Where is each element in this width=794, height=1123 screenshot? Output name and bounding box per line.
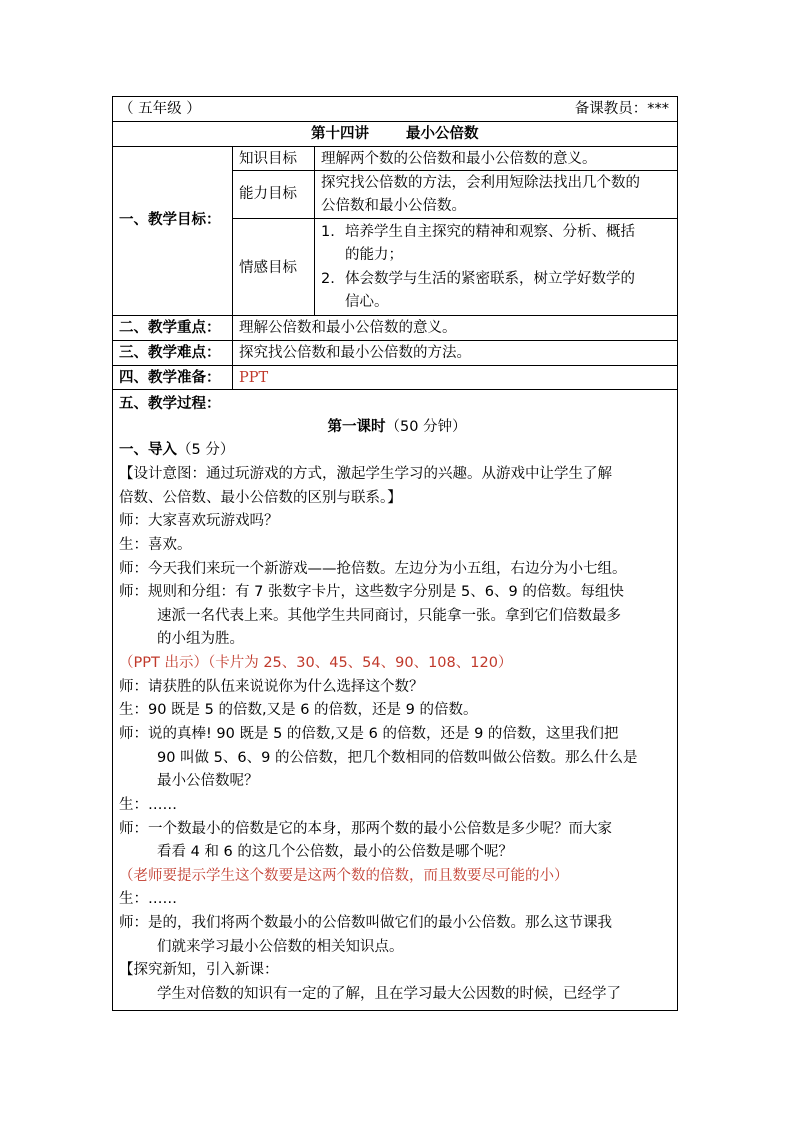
- dialog-line: 的小组为胜。: [157, 631, 244, 647]
- difficulty-label: 三、教学难点：: [119, 345, 221, 361]
- dialog-line: 最小公倍数呢？: [157, 773, 259, 789]
- dialog-line: 师：说的真棒! 90 既是 5 的倍数,又是 6 的倍数，还是 9 的倍数，这里我们把: [119, 726, 619, 742]
- preparation-text: PPT: [239, 370, 269, 386]
- preparation-row: [113, 366, 677, 390]
- objectives-label: 一、教学目标：: [119, 212, 221, 228]
- dialog-line: 师：是的，我们将两个数最小的公倍数叫做它们的最小公倍数。那么这节课我: [119, 915, 612, 931]
- dialog-line: 生：喜欢。: [119, 537, 192, 553]
- lesson-topic: 最小公倍数: [406, 126, 479, 142]
- ppt-note: （PPT 出示）（卡片为 25、30、45、54、90、108、120）: [119, 655, 513, 671]
- design-intent-line-1: 【设计意图：通过玩游戏的方式，激起学生学习的兴趣。从游戏中让学生了解: [119, 466, 612, 482]
- dialog-line: 师：请获胜的队伍来说说你为什么选择这个数？: [119, 679, 424, 695]
- knowledge-goal-name: 知识目标: [239, 151, 297, 167]
- design-intent-line-2: 倍数、公倍数、最小公倍数的区别与联系。】: [119, 490, 402, 506]
- ability-goal-line-1: 探究找公倍数的方法，会利用短除法找出几个数的: [321, 175, 640, 191]
- lecture-number: 第十四讲: [311, 126, 369, 142]
- dialog-line: 学生对倍数的知识有一定的了解，且在学习最大公因数的时候，已经学了: [157, 986, 621, 1002]
- dialog-line: 师：今天我们来玩一个新游戏——抢倍数。左边分为小五组，右边分为小七组。: [119, 561, 627, 577]
- key-point-text: 理解公倍数和最小公倍数的意义。: [239, 320, 457, 336]
- difficulty-row: [113, 341, 677, 366]
- dialog-line: 看看 4 和 6 的这几个公倍数，最小的公倍数是哪个呢？: [157, 844, 513, 860]
- dialog-line: 生：90 既是 5 的倍数,又是 6 的倍数，还是 9 的倍数。: [119, 702, 478, 718]
- dialog-line: 速派一名代表上来。其他学生共同商讨，只能拿一张。拿到它们倍数最多: [157, 608, 621, 624]
- header-row: [113, 97, 677, 122]
- lesson-plan-table: （ 五年级 ） 备课教员：*** 第十四讲 最小公倍数 一、教学目标： 知识目标 理解两个数的公倍数和最小公倍数的意义。 能力目标 探究找公倍数的方法，会利用短除法找出几个数的 公倍数和最小公倍数。 情感目标 1. 培养学生自主探究的精神和观察、分析、概括 的能力； 2. 体会数学与生活的紧密联系，树立学好数学的 信心。 二、教学重点： 理解公倍数和最小公倍数的意义。 三、教学难点： 探究找公倍数和最小公倍数的方法。 四、教学准备： PPT 五、教学过程： 第一课时（50 分钟） 一、导入（5 分） 【设计意图：通过玩游戏的方式，激起学生学习的兴趣。从游戏中让学生了解 倍数、公倍数、最小公倍数的区别与联系。】 师：大家喜欢玩游戏吗？ 生：喜欢。 师：今天我们来玩一个新游戏——抢倍数。左边分为小五组，右边分为小七组。 师：规则和分组：有 7 张数字卡片，这些数字分别是 5、6、9 的倍数。每组快 速派一名代表上来。其他学生共同商讨，只能拿一张。拿到它们倍数最多 的小组为胜。 （PPT 出示）（卡片为 25、30、45、54、90、108、120） 师：请获胜的队伍来说说你为什么选择这个数？ 生：90 既是 5 的倍数,又是 6 的倍数，还是 9 的倍数。 师：说的真棒! 90 既是 5 的倍数,又是 6 的倍数，还是 9 的倍数，这里我们把 90 叫做 5、6、9 的公倍数，把几个数相同的倍数叫做公倍数。那么什么是 最小公倍数呢？ 生：…… 师：一个数最小的倍数是它的本身，那两个数的最小公倍数是多少呢？而大家 看看 4 和 6 的这几个公倍数，最小的公倍数是哪个呢？ （老师要提示学生这个数要是这两个数的倍数，而且数要尽可能的小） 生：…… 师：是的，我们将两个数最小的公倍数叫做它们的最小公倍数。那么这节课我 们就来学习最小公倍数的相关知识点。 【探究新知，引入新课： 学生对倍数的知识有一定的了解，且在学习最大公因数的时候，已经学了: [112, 96, 678, 1011]
- key-point-row: [113, 316, 677, 341]
- knowledge-goal-text: 理解两个数的公倍数和最小公倍数的意义。: [321, 151, 597, 167]
- dialog-line: 们就来学习最小公倍数的相关知识点。: [157, 939, 404, 955]
- process-label: 五、教学过程：: [119, 396, 221, 412]
- dialog-line: 师：一个数最小的倍数是它的本身，那两个数的最小公倍数是多少呢？而大家: [119, 821, 612, 837]
- dialog-line: 90 叫做 5、6、9 的公倍数，把几个数相同的倍数叫做公倍数。那么什么是: [157, 750, 638, 766]
- preparation-label: 四、教学准备：: [119, 370, 221, 386]
- ability-goal-name: 能力目标: [239, 186, 297, 202]
- dialog-line: 生：……: [119, 797, 177, 813]
- title-row: [113, 122, 677, 147]
- emotion-goal-name: 情感目标: [239, 260, 297, 276]
- dialog-line: 【探究新知，引入新课：: [119, 962, 279, 978]
- lesson-heading: 第一课时（50 分钟）: [327, 419, 467, 435]
- teacher-note: （老师要提示学生这个数要是这两个数的倍数，而且数要尽可能的小）: [119, 868, 569, 884]
- teacher-label: 备课教员：***: [574, 101, 669, 117]
- grade-label: （ 五年级 ）: [119, 101, 201, 117]
- key-point-label: 二、教学重点：: [119, 320, 221, 336]
- dialog-line: 师：规则和分组：有 7 张数字卡片，这些数字分别是 5、6、9 的倍数。每组快: [119, 584, 624, 600]
- dialog-line: 师：大家喜欢玩游戏吗？: [119, 513, 279, 529]
- dialog-line: 生：……: [119, 891, 177, 907]
- intro-heading: 一、导入（5 分）: [119, 442, 235, 458]
- difficulty-text: 探究找公倍数和最小公倍数的方法。: [239, 345, 471, 361]
- ability-goal-line-2: 公倍数和最小公倍数。: [321, 198, 466, 214]
